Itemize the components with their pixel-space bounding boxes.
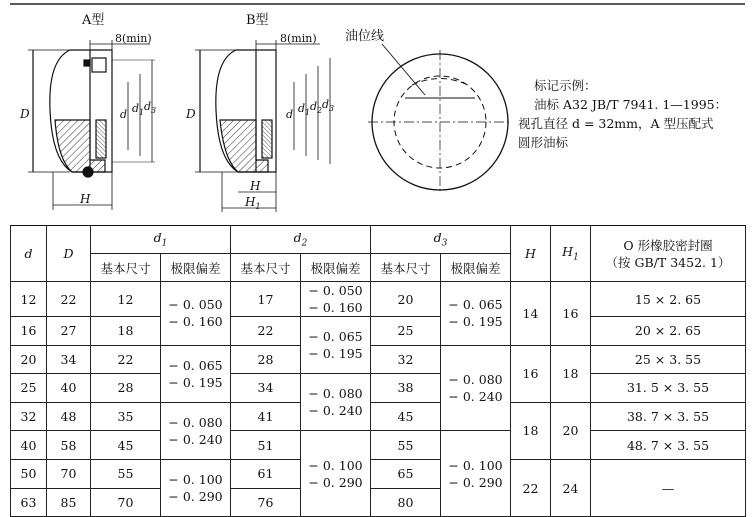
cell-d1: 35 bbox=[91, 402, 161, 431]
cell-H: 16 bbox=[511, 345, 551, 402]
cell-seal: 15 × 2. 65 bbox=[591, 282, 746, 317]
dim-h-b: H bbox=[250, 179, 261, 193]
cell-d: 32 bbox=[11, 402, 47, 431]
cell-d: 50 bbox=[11, 459, 47, 488]
dim-8min-a: 8(min) bbox=[115, 32, 152, 45]
header-d2-basic: 基本尺寸 bbox=[231, 254, 301, 282]
cell-D: 58 bbox=[47, 431, 91, 460]
type-b-label: B型 bbox=[246, 13, 269, 28]
cell-d1-tol: − 0. 080 − 0. 240 bbox=[161, 402, 231, 459]
note-line-3: 视孔直径 d = 32mm，A 型压配式 bbox=[518, 116, 714, 131]
cell-d3-tol: − 0. 100 − 0. 290 bbox=[441, 431, 511, 517]
cell-d3: 32 bbox=[371, 345, 441, 374]
cell-d: 12 bbox=[11, 282, 47, 317]
dim-D-b: D bbox=[186, 107, 196, 121]
dimension-table bbox=[10, 225, 746, 517]
cell-d: 25 bbox=[11, 374, 47, 403]
table-row bbox=[11, 431, 746, 460]
cell-d2: 61 bbox=[231, 459, 301, 488]
dim-d1-a: $d_1$ bbox=[132, 102, 145, 117]
cell-D: 27 bbox=[47, 317, 91, 346]
dim-h1-b: $H_1$ bbox=[245, 195, 261, 211]
cell-d: 40 bbox=[11, 431, 47, 460]
note-line-2: 油标 A32 JB/T 7941. 1—1995： bbox=[534, 97, 728, 112]
cell-d1-tol: − 0. 065 − 0. 195 bbox=[161, 345, 231, 402]
cell-seal: 25 × 3. 55 bbox=[591, 345, 746, 374]
type-a-view bbox=[19, 12, 156, 210]
cell-D: 70 bbox=[47, 459, 91, 488]
cell-d2-tol: − 0. 100 − 0. 290 bbox=[301, 431, 371, 517]
cell-d: 20 bbox=[11, 345, 47, 374]
cell-H: 14 bbox=[511, 282, 551, 346]
cell-seal: 38. 7 × 3. 55 bbox=[591, 402, 746, 431]
dim-d-b: d bbox=[286, 108, 294, 121]
cell-d2-tol: − 0. 050 − 0. 160 bbox=[301, 282, 371, 317]
cell-d2-tol: − 0. 080 − 0. 240 bbox=[301, 374, 371, 431]
cell-H1: 20 bbox=[551, 402, 591, 459]
cell-d3: 38 bbox=[371, 374, 441, 403]
note-line-4: 圆形油标 bbox=[518, 135, 569, 150]
note-line-1: 标记示例： bbox=[534, 78, 597, 93]
dim-d-a: d bbox=[120, 108, 128, 121]
cell-d2: 41 bbox=[231, 402, 301, 431]
header-H: H bbox=[511, 226, 551, 282]
cell-d3-tol: − 0. 080 − 0. 240 bbox=[441, 345, 511, 431]
header-H1: $H_1$ bbox=[551, 226, 591, 282]
header-d: d bbox=[11, 226, 47, 282]
cell-d3: 25 bbox=[371, 317, 441, 346]
cell-D: 48 bbox=[47, 402, 91, 431]
table-row bbox=[11, 282, 746, 317]
dim-d2-b: $d_2$ bbox=[310, 100, 323, 115]
cell-d1: 12 bbox=[91, 282, 161, 317]
type-b-view bbox=[185, 12, 334, 212]
dim-d3-a: $d_3$ bbox=[144, 100, 157, 115]
cell-d1: 28 bbox=[91, 374, 161, 403]
cell-d3: 20 bbox=[371, 282, 441, 317]
cell-d2: 17 bbox=[231, 282, 301, 317]
dim-D-a: D bbox=[20, 107, 30, 121]
cell-d3: 45 bbox=[371, 402, 441, 431]
cell-D: 22 bbox=[47, 282, 91, 317]
cell-seal: 48. 7 × 3. 55 bbox=[591, 431, 746, 460]
table-row bbox=[11, 374, 746, 403]
dim-d1-b: $d_1$ bbox=[298, 102, 311, 117]
cell-H1: 16 bbox=[551, 282, 591, 346]
header-d3-basic: 基本尺寸 bbox=[371, 254, 441, 282]
front-view bbox=[345, 28, 512, 194]
cell-d2-tol: − 0. 065 − 0. 195 bbox=[301, 317, 371, 374]
cell-d: 63 bbox=[11, 488, 47, 517]
cell-d1-tol: − 0. 100 − 0. 290 bbox=[161, 459, 231, 516]
header-d2-tol: 极限偏差 bbox=[301, 254, 371, 282]
cell-seal: 20 × 2. 65 bbox=[591, 317, 746, 346]
table-row bbox=[11, 459, 746, 488]
header-seal: O 形橡胶密封圈 （按 GB/T 3452. 1） bbox=[591, 226, 746, 282]
cell-H: 22 bbox=[511, 459, 551, 516]
cell-d1: 45 bbox=[91, 431, 161, 460]
cell-d3-tol: − 0. 065 − 0. 195 bbox=[441, 282, 511, 346]
cell-d2: 28 bbox=[231, 345, 301, 374]
cell-d: 16 bbox=[11, 317, 47, 346]
cell-d1: 70 bbox=[91, 488, 161, 517]
cell-d3: 80 bbox=[371, 488, 441, 517]
cell-H: 18 bbox=[511, 402, 551, 459]
cell-D: 85 bbox=[47, 488, 91, 517]
cell-d2: 51 bbox=[231, 431, 301, 460]
cell-d2: 22 bbox=[231, 317, 301, 346]
dim-8min-b: 8(min) bbox=[280, 32, 317, 45]
cell-d3: 55 bbox=[371, 431, 441, 460]
table-row bbox=[11, 317, 746, 346]
header-d3-tol: 极限偏差 bbox=[441, 254, 511, 282]
header-d1-basic: 基本尺寸 bbox=[91, 254, 161, 282]
header-d1-tol: 极限偏差 bbox=[161, 254, 231, 282]
table-row bbox=[11, 402, 746, 431]
dim-h-a: H bbox=[80, 192, 91, 206]
table-row bbox=[11, 345, 746, 374]
type-a-label: A型 bbox=[82, 13, 105, 28]
header-d2: $d_2$ bbox=[231, 226, 371, 254]
cell-d1-tol: − 0. 050 − 0. 160 bbox=[161, 282, 231, 346]
cell-seal: — bbox=[591, 459, 746, 516]
cell-d2: 76 bbox=[231, 488, 301, 517]
oil-line-label: 油位线 bbox=[345, 29, 385, 44]
cell-H1: 24 bbox=[551, 459, 591, 516]
header-d3: $d_3$ bbox=[371, 226, 511, 254]
cell-D: 40 bbox=[47, 374, 91, 403]
header-D: D bbox=[47, 226, 91, 282]
cell-d2: 34 bbox=[231, 374, 301, 403]
cell-D: 34 bbox=[47, 345, 91, 374]
cell-d1: 18 bbox=[91, 317, 161, 346]
marking-example bbox=[518, 76, 750, 152]
header-d1: $d_1$ bbox=[91, 226, 231, 254]
cell-seal: 31. 5 × 3. 55 bbox=[591, 374, 746, 403]
cell-H1: 18 bbox=[551, 345, 591, 402]
cell-d1: 55 bbox=[91, 459, 161, 488]
dim-d3-b: $d_3$ bbox=[322, 98, 335, 113]
cell-d3: 65 bbox=[371, 459, 441, 488]
cell-d1: 22 bbox=[91, 345, 161, 374]
